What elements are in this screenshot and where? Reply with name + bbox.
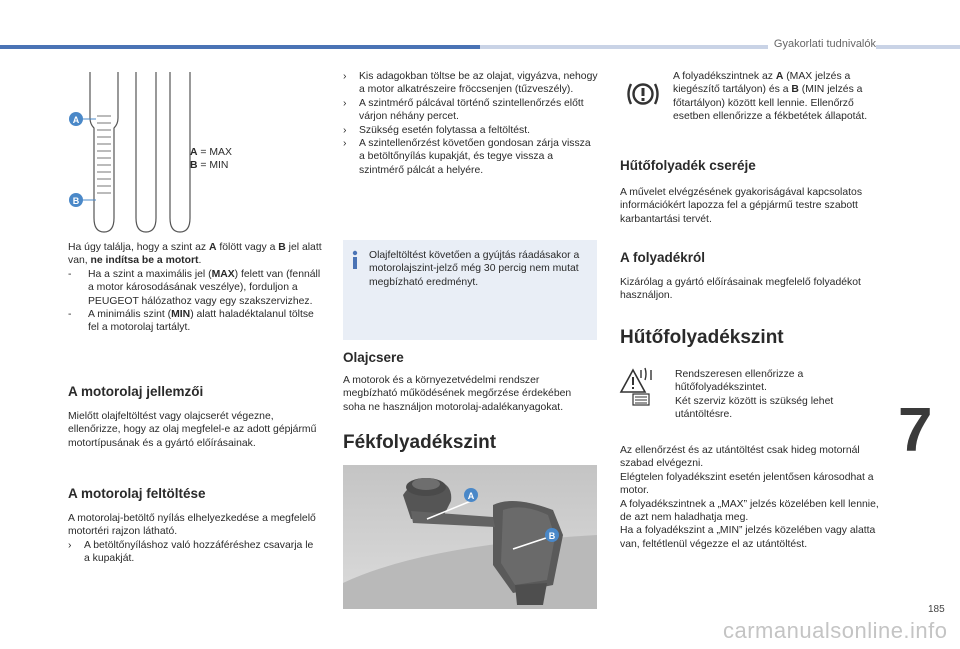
step-item	[343, 70, 599, 97]
intro-bold: ne indítsa be a motort	[90, 255, 199, 267]
step-item	[343, 97, 599, 124]
heading-coolant: Hűtőfolyadékszint	[620, 327, 784, 348]
brake-level-text	[673, 70, 883, 124]
intro-text-1: Ha úgy találja, hogy a szint az	[68, 242, 209, 253]
oil-fill-section	[68, 512, 318, 566]
dash1-max: MAX	[211, 268, 235, 280]
bullet-arrow-icon: ›	[343, 138, 347, 150]
dipstick-illustration	[66, 68, 206, 236]
brake-text-1: A folyadékszintnek az	[673, 71, 776, 82]
heading-fluid: A folyadékról	[620, 250, 706, 265]
heading-oil-fill: A motorolaj feltöltése	[68, 486, 206, 501]
reservoir-marker-b-letter: B	[548, 531, 556, 541]
intro-a: A	[208, 242, 217, 253]
heading-oil-spec: A motorolaj jellemzői	[68, 384, 204, 399]
brake-b: B	[791, 84, 799, 96]
page-number: 185	[928, 604, 945, 615]
step-item	[343, 124, 599, 137]
legend-b-label: B	[190, 160, 198, 172]
oil-fill-bullet-text: A betöltőnyíláshoz való hozzáféréshez csavarja le a kupakját.	[84, 539, 314, 565]
heading-oil-change: Olajcsere	[343, 350, 404, 365]
step-text: A szintellenőrzést követően gondosan zárja vissza a betöltőnyílás kupakját, és tegye vissza a szintmérő pálcát a helyére.	[359, 138, 591, 176]
brake-text-2: (MAX jelzés a kiegészítő tartályon) és a	[673, 71, 851, 96]
dash2-min: MIN	[171, 309, 191, 321]
heading-brake-fluid: Fékfolyadékszint	[343, 432, 497, 453]
reservoir-marker-a-letter: A	[467, 491, 475, 501]
oil-change-text: A motorok és a környezetvédelmi rendszer megbízható működésének megőrzése érdekében soha ne használjon motorolaj-adalékanyagokat.	[343, 375, 572, 413]
coolant-warning-icon	[619, 366, 661, 406]
intro-end: .	[198, 255, 202, 267]
intro-b: B	[278, 242, 286, 253]
marker-a-letter: A	[72, 115, 80, 125]
step-text: Szükség esetén folytassa a feltöltést.	[359, 124, 530, 136]
brake-reservoir-illustration	[343, 465, 597, 609]
brake-text-3: (MIN jelzés a főtartályon) között kell lennie. Ellenőrző esetben ellenőrizze a fékbetétek állapotát.	[673, 84, 868, 123]
dipstick-legend	[190, 146, 232, 173]
bullet-arrow-icon: ›	[68, 539, 72, 551]
bullet-arrow-icon: ›	[343, 71, 347, 82]
oil-spec-text: Mielőtt olajfeltöltést vagy olajcserét végezne, ellenőrizze, hogy az olaj megfelel-e az adott gépjármű motortípusának és a gyártó előírásainak.	[68, 411, 317, 449]
info-text: Olajfeltöltést követően a gyújtás ráadásakor a motorolajszint-jelző még 30 percig nem mutat megbízható eredményt.	[369, 250, 580, 288]
step-text: A szintmérő pálcával történő szintellenőrzés előtt várjon néhány percet.	[359, 97, 584, 123]
coolant-text: Az ellenőrzést és az utántöltést csak hideg motornál szabad elvégezni. Elégtelen folyadékszint esetén jelentősen károsodhat a motor. A folyadékszintnek a „MAX” jelzés közelében kell lennie, de azt nem haladhatja meg. Ha a folyadékszint a „MIN” jelzés közelében vagy alatta van, feltétlenül végezze el az utántöltést.	[620, 445, 879, 550]
header-bar	[0, 45, 480, 49]
intro-text-2: fölött vagy a	[216, 242, 279, 253]
step-text: Kis adagokban töltse be az olajat, vigyázva, nehogy a motor alkatrészeire fröccsenjen (tűzveszély).	[359, 71, 598, 96]
section-title: Gyakorlati tudnivalók	[768, 38, 876, 50]
legend-a-label: A	[190, 147, 198, 158]
brake-a: A	[775, 71, 784, 82]
header-bar-light	[480, 45, 960, 49]
bullet-arrow-icon: ›	[343, 124, 347, 136]
bullet-arrow-icon: ›	[343, 97, 347, 109]
coolant-icon-text: Rendszeresen ellenőrizze a hűtőfolyadékszintet. Két szerviz között is szükség lehet utántöltésre.	[675, 369, 834, 421]
oil-fill-bullet	[68, 539, 318, 566]
intro-text-3: jel alatt van,	[68, 242, 322, 267]
fluid-text: Kizárólag a gyártó előírásainak megfelelő folyadékot használjon.	[620, 277, 861, 302]
marker-b-letter: B	[72, 196, 80, 206]
heading-brake-change: Hűtőfolyadék cseréje	[620, 158, 756, 173]
dash2-text-b: ) alatt haladéktalanul töltse fel a motorolaj tartályt.	[88, 309, 314, 334]
dash1-text-a: Ha a szint a maximális jel (	[88, 268, 212, 280]
oil-fill-text: A motorolaj-betöltő nyílás elhelyezkedése a megfelelő motortéri rajzon látható.	[68, 513, 316, 538]
watermark: carmanualsonline.info	[723, 618, 948, 643]
oil-level-intro	[68, 241, 323, 335]
dash1-text-b: ) felett van (fennáll a motor károsodásának veszélye), forduljon a PEUGEOT hálózathoz vagy egy szakszervizhez.	[88, 268, 321, 307]
dash2-text-a: A minimális szint (	[88, 309, 172, 321]
dash-item-min: - A minimális szint (MIN) alatt haladéktalanul töltse fel a motorolaj tartályt.	[68, 309, 314, 334]
chapter-number: 7	[898, 396, 933, 465]
brake-change-text: A művelet elvégzésének gyakoriságával kapcsolatos információkért lapozza fel a gépjármű testre szabott karbantartási tervét.	[620, 187, 863, 225]
step-item	[343, 137, 599, 177]
legend-a-text: = MAX	[197, 147, 232, 158]
legend-b-text: = MIN	[197, 160, 229, 172]
dash-item-max: - Ha a szint a maximális jel (MAX) felett van (fennáll a motor károsodásának veszélye), forduljon a PEUGEOT hálózathoz vagy egy szakszervizhez.	[68, 268, 321, 307]
info-icon	[350, 250, 360, 270]
oil-fill-steps	[343, 70, 599, 177]
brake-warning-icon	[625, 80, 661, 108]
